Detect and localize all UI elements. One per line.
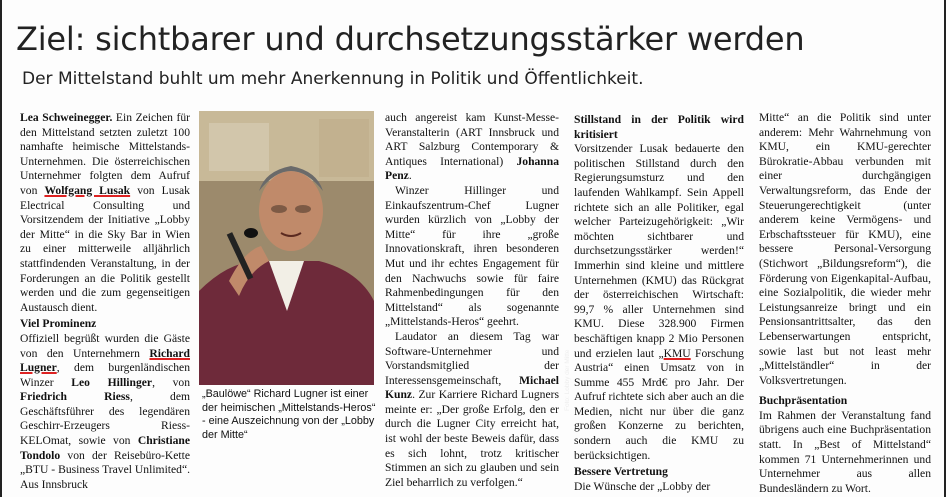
text-run: . Zur Karriere Richard Lugners meinte er: „Der große Erfolg, den er durch die Lugner City erreicht hat, ist wohl der beste Beweis dafür, dass es sich lohnt, trotz kritischer Stimmen an sich zu glauben und sein Ziel beharrlich zu verfolgen.“ [385,388,559,489]
paragraph [574,142,744,463]
article-column-3 [385,111,559,490]
person-name: Wolfgang Lusak [44,183,131,197]
underlined-term: KMU [663,346,691,360]
paragraph [20,111,190,315]
photo-caption: „Baulöwe“ Richard Lugner ist einer der heimischen „Mittelstands-Heros“ - eine Auszeichnung von der „Lobby der Mitte“ [202,388,376,441]
person-name: Friedrich Riess [20,390,130,404]
text-run: , von [152,375,190,389]
text-run: von Lusak Electrical Consulting und Vorsitzendem der Initiative „Lobby der Mitte“ in die Sky Bar in Wien zu einer mitterweile alljährlich stattfindenden Veranstaltung, in der Forderungen an die Politik gestellt werden und die zum gegenseitigen Austausch dient. [20,183,190,314]
person-name: Michael Kunz [385,373,559,402]
text-run: Ein Zeichen für den Mittelstand setzten zuletzt 100 namhafte heimische Mittelstands-Unternehmen. Die österreichischen Unternehmer folgten dem Aufruf von [20,111,190,197]
author-name: Lea Schweinegger. [20,111,113,124]
section-subhead: Viel Prominenz [20,317,97,331]
portrait-illustration [199,111,374,385]
left-border [0,0,2,497]
text-run: Vorsitzender Lusak bedauerte den politischen Stillstand durch den Regierungsumsturz und den laufenden Wahlkampf. Sein Appell richtete sich an alle Politiker, egal welcher Parteizugehörigkeit: „Wir möchten sichtbarer und durchsetzungsstärker werden!“ Immerhin sind kleine und mittlere Unternehmen (KMU) das Rückgrat der österreichischen Wirtschaft: 99,7 % aller Unternehmen sind KMU. Diese 328.900 Firmen beschäftigen knapp 2 Mio Personen und erzielen laut „ [574,142,744,360]
text-run: Offiziell begrüßt wurden die Gäste von den Unternehmern [20,331,190,360]
person-name: Johanna Penz [385,154,559,183]
text-run: Laudator an diesem Tag war Software-Unternehmer und Vorstandsmitglied der Interessensgemeinschaft, [385,329,559,387]
paragraph [385,330,559,491]
article-column-1 [20,111,190,492]
text-run: , dem Geschäftsführer des legendären Geschirr-Erzeugers Riess-KELOmat, sowie von [20,390,190,448]
section-subhead: Buchpräsentation [759,394,848,408]
article-column-4 [574,111,744,494]
person-name: Richard Lugner [20,346,190,375]
article-column-5 [759,111,931,496]
section-subhead: Bessere Vertretung [574,465,668,479]
text-run: auch angereist kam Kunst-Messe-Veranstalterin (ART Innsbruck und ART Salzburg Contemporary & Antiques International) [385,111,559,168]
person-name: Christiane Tondolo [20,434,190,462]
paragraph: Die Wünsche der „Lobby der [574,479,711,493]
subheadline: Der Mittelstand buhlt um mehr Anerkennung in Politik und Öffentlichkeit. [22,69,644,89]
paragraph: Winzer Hillinger und Einkaufszentrum-Chef Lugner wurden kürzlich von „Lobby der Mitte“ für ihre „große Innovationskraft, ihren besonderen Mut und ihr echtes Engagement für den Nachwuchs sowie für faire Rahmenbedingungen für den Mittelstand“ als sogenannte „Mittelstands-Heros“ geehrt. [385,183,559,329]
section-subhead: Stillstand in der Politik wird kritisiert [574,113,744,141]
photo-credit: Foto: Lobby der Mitte [564,349,571,411]
paragraph: Mitte“ an die Politik sind unter anderem: Mehr Wahrnehmung von KMU, ein KMU-gerechter Bürokratie-Abbau verbunden mit einer durchgängigen Verwaltungsreform, das Ende der Steuerungerechtigkeit (unter anderem keine Vermögens- und Erbschaftssteuer für KMU), eine bessere Personal-Versorgung (Stichwort „Bildungsreform“), die Förderung von Eigenkapital-Aufbau, eine Sozialpolitik, die wieder mehr Leistungsanreize bringt und ein Pensionsantrittsalter, das den Lebenserwartungen entspricht, sowie last but not least mehr „Mittelständler“ in der Volksvertretungen. [759,111,931,387]
paragraph: Im Rahmen der Veranstaltung fand übrigens auch eine Buchpräsentation statt. In „Best of Mittelstand“ kommen 71 Unternehmerinnen und Unternehmer aus allen Bundesländern zu Wort. [759,408,931,495]
text-run: . [408,169,412,183]
text-run: von der Reisebüro-Kette „BTU - Business Travel Unlimited“. Aus Innsbruck [20,448,190,491]
paragraph [385,111,559,184]
person-name: Leo Hillinger [71,375,153,389]
text-run: Forschung Austria“ einen Umsatz von in Summe 455 Mrd€ pro Jahr. Der Aufruf richtete sich aber auch an die Medien, nicht nur über die ganz großen Konzerne zu berichten, sondern auch die KMU zu berücksichtigen. [574,346,744,462]
paragraph [20,332,190,493]
text-run: , dem burgenländischen Winzer [20,361,190,389]
headline: Ziel: sichtbarer und durchsetzungsstärker werden [16,20,805,58]
